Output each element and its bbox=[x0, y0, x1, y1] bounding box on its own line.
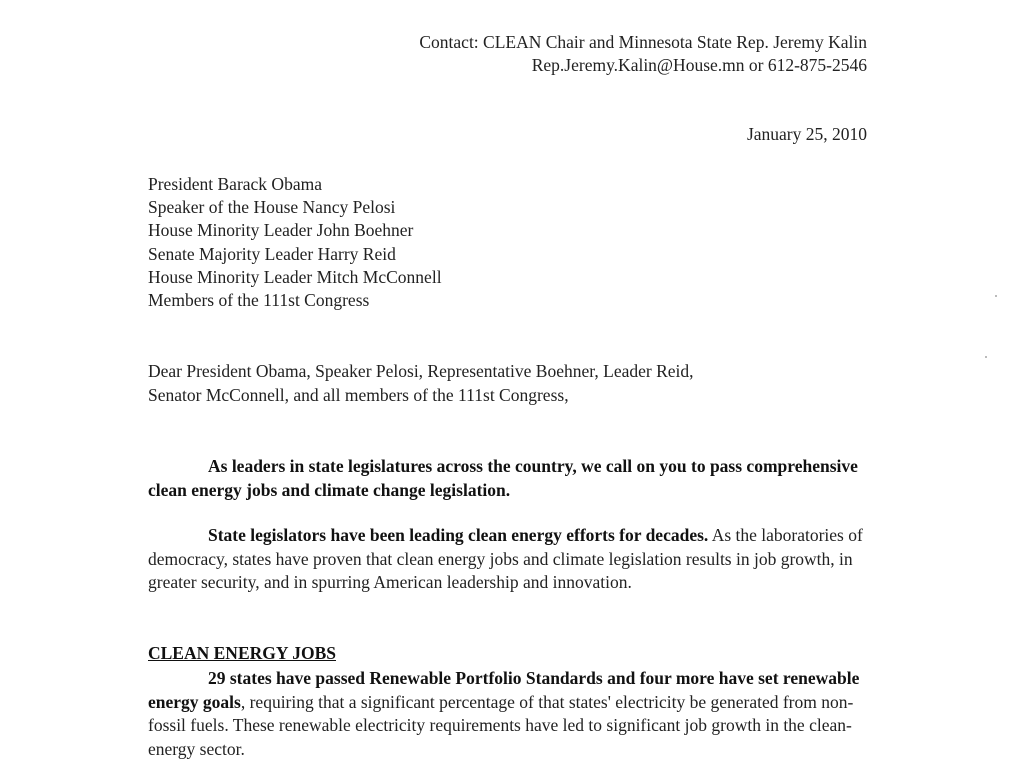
addressee: Speaker of the House Nancy Pelosi bbox=[148, 197, 396, 218]
scan-speck bbox=[995, 295, 997, 297]
paragraph-text: As the laboratories of democracy, states have proven that clean energy jobs and climate legislation results in job growth, in greater security, and in spurring American leadership and innovation. bbox=[148, 525, 863, 592]
contact-line: Contact: CLEAN Chair and Minnesota State Rep. Jeremy Kalin bbox=[419, 32, 867, 52]
scan-speck bbox=[985, 356, 987, 358]
contact-block bbox=[419, 31, 867, 77]
paragraph-bold-text: 29 states have passed Renewable Portfolio Standards and four more have set renewable energy goals bbox=[148, 668, 860, 712]
salutation-line: Senator McConnell, and all members of the 111st Congress, bbox=[148, 384, 569, 405]
addressee: House Minority Leader John Boehner bbox=[148, 220, 414, 241]
addressee: President Barack Obama bbox=[148, 174, 322, 194]
salutation bbox=[148, 360, 848, 407]
paragraph-bold-text: State legislators have been leading clean energy efforts for decades. bbox=[208, 525, 709, 545]
paragraph-call-to-action bbox=[148, 455, 873, 502]
letter-date: January 25, 2010 bbox=[746, 124, 867, 144]
contact-email-phone: Rep.Jeremy.Kalin@House.mn or 612-875-2546 bbox=[531, 55, 867, 75]
addressee: Members of the 111st Congress bbox=[148, 290, 370, 311]
paragraph-bold-text: As leaders in state legislatures across the country, we call on you to pass comprehensive clean energy jobs and climate change legislation. bbox=[148, 456, 858, 500]
addressee-list bbox=[148, 173, 442, 312]
addressee: House Minority Leader Mitch McConnell bbox=[148, 266, 442, 287]
salutation-line: Dear President Obama, Speaker Pelosi, Representative Boehner, Leader Reid, bbox=[148, 361, 694, 381]
paragraph-clean-energy-jobs bbox=[148, 667, 873, 761]
paragraph-text: , requiring that a significant percentage of that states' electricity be generated from non-fossil fuels. These renewable electricity requirements have led to significant job growth in the clean-energy sector. bbox=[148, 691, 854, 759]
addressee: Senate Majority Leader Harry Reid bbox=[148, 243, 396, 264]
section-heading: CLEAN ENERGY JOBS bbox=[148, 643, 336, 663]
paragraph-state-leadership bbox=[148, 524, 873, 595]
